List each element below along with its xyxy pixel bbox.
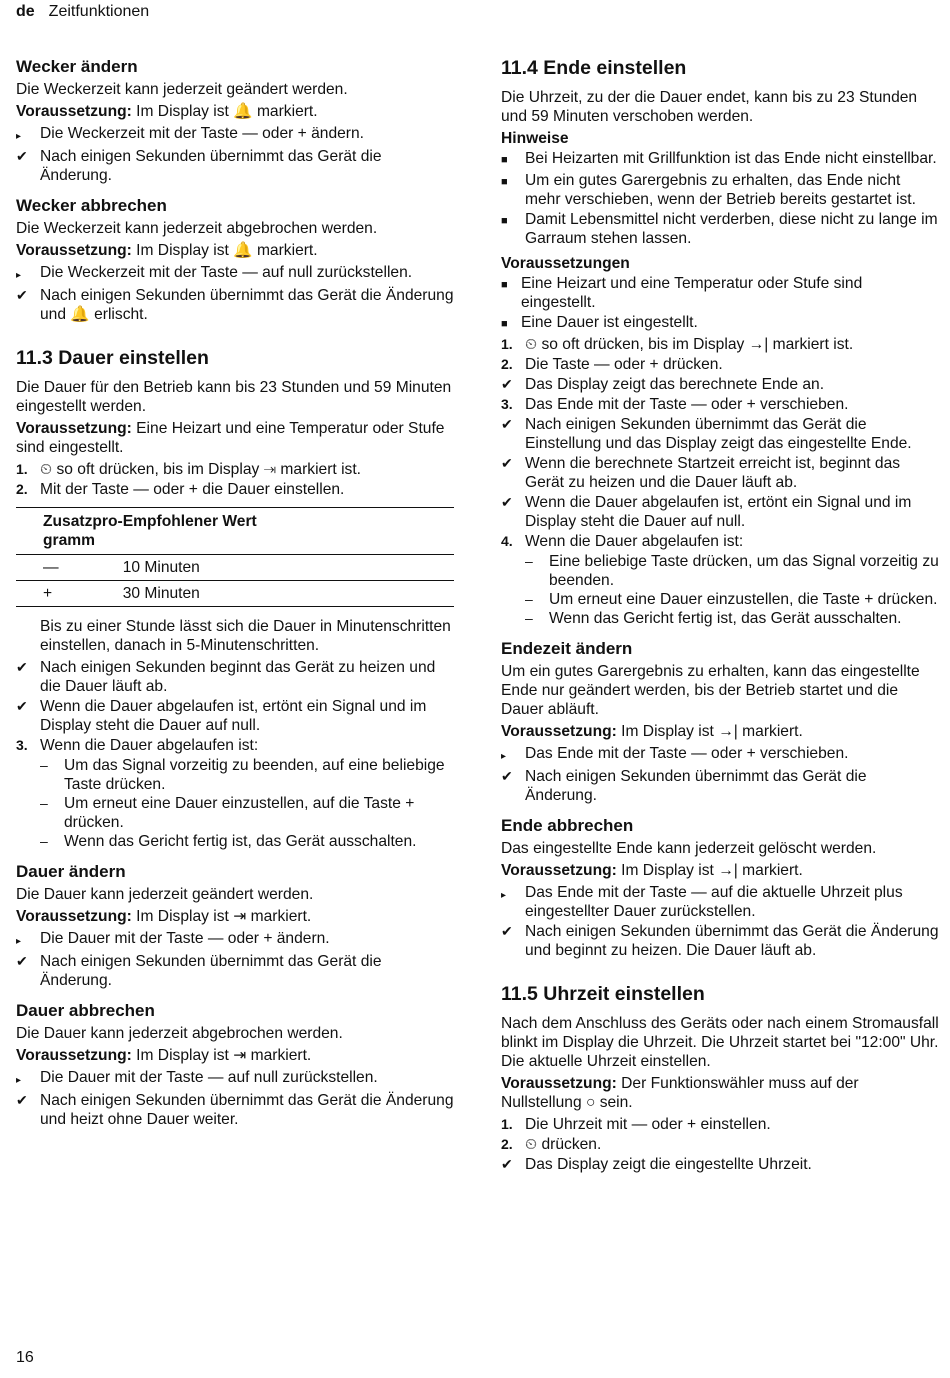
dash-bullet: – <box>525 553 533 569</box>
prerequisite-text: Im Display ist ⇥ markiert. <box>136 908 312 925</box>
list-item-text: Damit Lebensmittel nicht verderben, diese nicht zu lange im Garraum stehen lassen. <box>525 211 938 247</box>
section-dauer-aendern <box>16 861 454 990</box>
step-number: 4. <box>501 533 513 549</box>
list-item-text: Die Dauer mit der Taste — oder + ändern. <box>40 930 330 947</box>
prerequisite <box>16 1046 454 1065</box>
dash-bullet: – <box>40 833 48 849</box>
section-heading: 11.4 Ende einstellen <box>501 57 687 79</box>
list-item-text: Das Display zeigt das berechnete Ende an. <box>525 376 825 393</box>
list-item-text: Um erneut eine Dauer einzustellen, auf die Taste + drücken. <box>64 795 415 831</box>
arrow-bullet-icon: ▸ <box>501 890 507 901</box>
list-item <box>16 736 454 755</box>
list-item <box>501 335 939 354</box>
prerequisite-text: Im Display ist →| markiert. <box>621 862 803 879</box>
list-item-text: Wenn das Gericht fertig ist, das Gerät ausschalten. <box>64 833 417 850</box>
list-item <box>16 480 454 499</box>
list-item <box>501 415 939 453</box>
intro-text: Nach dem Anschluss des Geräts oder nach einem Stromausfall blinkt im Display die Uhrzeit. Die Uhrzeit startet bei "12:00" Uhr. Die aktuelle Uhrzeit einstellen. <box>501 1015 939 1070</box>
arrow-bullet-icon: ▸ <box>16 270 22 281</box>
list-item-text: Nach einigen Sekunden übernimmt das Gerät die Änderung. <box>525 768 867 804</box>
list-item-text: Das Ende mit der Taste — auf die aktuelle Uhrzeit plus eingestellter Dauer zurückstellen. <box>525 884 903 920</box>
step-number: 3. <box>16 737 28 753</box>
square-bullet-icon: ■ <box>501 154 508 166</box>
prerequisite-text: Im Display ist →| markiert. <box>621 723 803 740</box>
list-item <box>16 124 454 146</box>
list-item-text: Nach einigen Sekunden beginnt das Gerät zu heizen und die Dauer läuft ab. <box>40 659 436 695</box>
list-item <box>501 395 939 414</box>
step-number: 3. <box>501 396 513 412</box>
intro-text: Die Weckerzeit kann jederzeit geändert werden. <box>16 81 348 98</box>
check-icon: ✔ <box>501 494 513 510</box>
check-icon: ✔ <box>16 953 28 969</box>
intro-text: Um ein gutes Garergebnis zu erhalten, kann das eingestellte Ende nur geändert werden, bis der Betrieb startet und die Dauer abläuft. <box>501 663 920 718</box>
prerequisite-text: Eine Heizart und eine Temperatur oder Stufe sind eingestellt. <box>16 420 445 456</box>
table-note: Bis zu einer Stunde lässt sich die Dauer in Minutenschritten einstellen, danach in 5-Minutenschritten. <box>40 618 451 654</box>
intro-text: Das eingestellte Ende kann jederzeit gelöscht werden. <box>501 840 877 857</box>
square-bullet-icon: ■ <box>501 318 508 330</box>
list-item-text: ⏲ so oft drücken, bis im Display →| markiert ist. <box>525 336 854 353</box>
table-row <box>16 555 454 581</box>
list-item-text: Bei Heizarten mit Grillfunktion ist das Ende nicht einstellbar. <box>525 150 937 167</box>
list-item-text: ⏲ so oft drücken, bis im Display ⇥ markiert ist. <box>40 461 362 478</box>
list-item-text: Die Taste — oder + drücken. <box>525 356 723 373</box>
list-item <box>501 922 939 960</box>
check-icon: ✔ <box>16 148 28 164</box>
list-item-text: Das Display zeigt die eingestellte Uhrzeit. <box>525 1156 812 1173</box>
list-item <box>501 274 939 312</box>
list-item-text: Nach einigen Sekunden übernimmt das Gerät die Änderung und 🔔 erlischt. <box>40 287 454 323</box>
sub-list-item <box>40 756 454 794</box>
intro-text: Die Dauer kann jederzeit abgebrochen werden. <box>16 1025 343 1042</box>
intro-text: Die Dauer kann jederzeit geändert werden. <box>16 886 314 903</box>
list-item <box>16 1091 454 1129</box>
list-item-text: ⏲ drücken. <box>525 1136 602 1153</box>
list-item-text: Die Weckerzeit mit der Taste — oder + ändern. <box>40 125 365 142</box>
section-title: Dauer abbrechen <box>16 1001 155 1020</box>
table-header-row <box>16 508 454 555</box>
list-item <box>16 263 454 285</box>
arrow-bullet-icon: ▸ <box>16 131 22 142</box>
list-item <box>501 493 939 531</box>
prerequisite-text: Der Funktionswähler muss auf der Nullstellung ○ sein. <box>501 1075 859 1111</box>
list-item-text: Wenn die Dauer abgelaufen ist, ertönt ein Signal und im Display steht die Dauer auf null. <box>40 698 427 734</box>
list-item <box>501 171 939 209</box>
prerequisite-label: Voraussetzung: <box>501 862 617 879</box>
zusatzprogramm-table <box>16 507 454 607</box>
right-column <box>501 56 939 1184</box>
sub-list-item <box>525 609 939 628</box>
check-icon: ✔ <box>501 1156 513 1172</box>
list-item <box>501 149 939 170</box>
check-icon: ✔ <box>16 1092 28 1108</box>
notes-label: Hinweise <box>501 130 569 147</box>
list-item-text: Mit der Taste — oder + die Dauer einstellen. <box>40 481 345 498</box>
list-item-text: Die Uhrzeit mit — oder + einstellen. <box>525 1116 771 1133</box>
list-item <box>501 313 939 334</box>
list-item-text: Nach einigen Sekunden übernimmt das Gerät die Änderung. <box>40 148 382 184</box>
page-header <box>16 3 149 21</box>
step-number: 2. <box>501 1136 513 1152</box>
prerequisite-text: Im Display ist 🔔 markiert. <box>136 242 318 259</box>
check-icon: ✔ <box>501 455 513 471</box>
list-item-text: Um das Signal vorzeitig zu beenden, auf eine beliebige Taste drücken. <box>64 757 445 793</box>
prerequisites-label: Voraussetzungen <box>501 255 630 272</box>
column-header: Empfohlener Wert <box>123 508 454 555</box>
step-number: 2. <box>501 356 513 372</box>
sub-list-item <box>40 794 454 832</box>
square-bullet-icon: ■ <box>501 215 508 227</box>
dash-bullet: – <box>40 757 48 773</box>
check-icon: ✔ <box>501 376 513 392</box>
language-code: de <box>16 3 35 20</box>
list-item <box>501 883 939 921</box>
section-title: Wecker abbrechen <box>16 196 167 215</box>
check-icon: ✔ <box>16 698 28 714</box>
section-dauer-einstellen <box>16 346 454 851</box>
list-item <box>16 1068 454 1090</box>
prerequisite <box>501 1074 939 1112</box>
intro-text: Die Dauer für den Betrieb kann bis 23 Stunden und 59 Minuten eingestellt werden. <box>16 379 452 415</box>
check-icon: ✔ <box>501 768 513 784</box>
list-item-text: Um ein gutes Garergebnis zu erhalten, das Ende nicht mehr verschieben, wenn der Betrieb bereits gestartet ist. <box>525 172 916 208</box>
list-item-text: Eine Dauer ist eingestellt. <box>521 314 698 331</box>
list-item <box>16 929 454 951</box>
check-icon: ✔ <box>501 416 513 432</box>
prerequisite <box>16 419 454 457</box>
table-cell: 30 Minuten <box>123 581 454 607</box>
arrow-bullet-icon: ▸ <box>501 751 507 762</box>
section-title: Endezeit ändern <box>501 639 633 658</box>
intro-text: Die Weckerzeit kann jederzeit abgebrochen werden. <box>16 220 378 237</box>
section-endezeit-aendern <box>501 638 939 805</box>
step-number: 1. <box>501 336 513 352</box>
list-item-text: Wenn die berechnete Startzeit erreicht ist, beginnt das Gerät zu heizen und die Dauer läuft ab. <box>525 455 901 491</box>
prerequisite-text: Im Display ist ⇥ markiert. <box>136 1047 312 1064</box>
section-uhrzeit-einstellen <box>501 982 939 1174</box>
list-item <box>16 147 454 185</box>
prerequisite <box>16 907 454 926</box>
list-item-text: Die Dauer mit der Taste — auf null zurückstellen. <box>40 1069 378 1086</box>
prerequisite-label: Voraussetzung: <box>16 103 132 120</box>
section-heading: 11.3 Dauer einstellen <box>16 347 209 369</box>
table-cell: — <box>16 555 123 581</box>
section-title: Ende abbrechen <box>501 816 634 835</box>
step-number: 1. <box>501 1116 513 1132</box>
prerequisite <box>16 102 454 121</box>
sub-list-item <box>525 590 939 609</box>
table-cell: + <box>16 581 123 607</box>
list-item-text: Nach einigen Sekunden übernimmt das Gerät die Änderung und beginnt zu heizen. Die Dauer läuft ab. <box>525 923 939 959</box>
table-row <box>16 581 454 607</box>
list-item-text: Die Weckerzeit mit der Taste — auf null zurückstellen. <box>40 264 413 281</box>
list-item-text: Das Ende mit der Taste — oder + verschieben. <box>525 396 849 413</box>
check-icon: ✔ <box>16 287 28 303</box>
square-bullet-icon: ■ <box>501 176 508 188</box>
list-item <box>501 744 939 766</box>
check-icon: ✔ <box>16 659 28 675</box>
column-header: Zusatzpro-gramm <box>16 508 123 555</box>
prerequisite-label: Voraussetzung: <box>16 908 132 925</box>
section-dauer-abbrechen <box>16 1000 454 1129</box>
section-ende-einstellen <box>501 56 939 628</box>
section-title: Wecker ändern <box>16 57 138 76</box>
section-heading: 11.5 Uhrzeit einstellen <box>501 983 705 1005</box>
list-item <box>501 375 939 394</box>
prerequisite <box>501 722 939 741</box>
list-item <box>501 1135 939 1154</box>
step-number: 1. <box>16 461 28 477</box>
section-ende-abbrechen <box>501 815 939 960</box>
list-item <box>16 697 454 735</box>
list-item <box>501 1115 939 1134</box>
prerequisite-label: Voraussetzung: <box>16 242 132 259</box>
prerequisite-text: Im Display ist 🔔 markiert. <box>136 103 318 120</box>
list-item-text: Nach einigen Sekunden übernimmt das Gerät die Einstellung und das Display zeigt das eingestellte Ende. <box>525 416 912 452</box>
left-column <box>16 56 454 1139</box>
dash-bullet: – <box>525 591 533 607</box>
section-wecker-abbrechen <box>16 195 454 324</box>
list-item-text: Um erneut eine Dauer einzustellen, die Taste + drücken. <box>549 591 938 608</box>
list-item <box>501 1155 939 1174</box>
list-item-text: Das Ende mit der Taste — oder + verschieben. <box>525 745 849 762</box>
header-section: Zeitfunktionen <box>48 3 150 20</box>
page-number: 16 <box>16 1349 34 1366</box>
list-item <box>501 532 939 551</box>
list-item <box>16 658 454 696</box>
list-item <box>501 210 939 248</box>
prerequisite-label: Voraussetzung: <box>16 420 132 437</box>
list-item-text: Wenn die Dauer abgelaufen ist: <box>40 737 259 754</box>
section-title: Dauer ändern <box>16 862 126 881</box>
list-item <box>501 454 939 492</box>
sub-list-item <box>40 832 454 851</box>
sub-list-item <box>525 552 939 590</box>
list-item-text: Nach einigen Sekunden übernimmt das Gerät die Änderung. <box>40 953 382 989</box>
prerequisite <box>16 241 454 260</box>
list-item <box>16 286 454 324</box>
step-number: 2. <box>16 481 28 497</box>
intro-text: Die Uhrzeit, zu der die Dauer endet, kann bis zu 23 Stunden und 59 Minuten verschoben werden. <box>501 89 918 125</box>
list-item-text: Eine Heizart und eine Temperatur oder Stufe sind eingestellt. <box>521 275 863 311</box>
list-item-text: Wenn das Gericht fertig ist, das Gerät ausschalten. <box>549 610 902 627</box>
dash-bullet: – <box>40 795 48 811</box>
list-item-text: Wenn die Dauer abgelaufen ist: <box>525 533 744 550</box>
list-item-text: Nach einigen Sekunden übernimmt das Gerät die Änderung und heizt ohne Dauer weiter. <box>40 1092 454 1128</box>
prerequisite-label: Voraussetzung: <box>501 1075 617 1092</box>
list-item <box>501 355 939 374</box>
prerequisite-label: Voraussetzung: <box>16 1047 132 1064</box>
list-item <box>501 767 939 805</box>
list-item <box>16 952 454 990</box>
check-icon: ✔ <box>501 923 513 939</box>
arrow-bullet-icon: ▸ <box>16 1075 22 1086</box>
prerequisite-label: Voraussetzung: <box>501 723 617 740</box>
list-item-text: Wenn die Dauer abgelaufen ist, ertönt ein Signal und im Display steht die Dauer auf null. <box>525 494 912 530</box>
list-item-text: Eine beliebige Taste drücken, um das Signal vorzeitig zu beenden. <box>549 553 939 589</box>
prerequisite <box>501 861 939 880</box>
square-bullet-icon: ■ <box>501 279 508 291</box>
section-wecker-aendern <box>16 56 454 185</box>
dash-bullet: – <box>525 610 533 626</box>
arrow-bullet-icon: ▸ <box>16 936 22 947</box>
table-cell: 10 Minuten <box>123 555 454 581</box>
list-item <box>16 460 454 479</box>
